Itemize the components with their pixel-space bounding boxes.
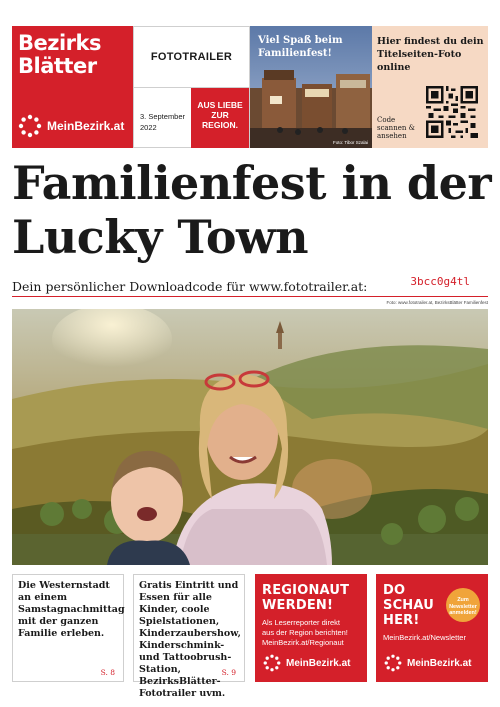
sun-icon xyxy=(18,114,42,138)
slogan-badge: AUS LIEBE ZUR REGION. xyxy=(191,88,249,148)
family-photo xyxy=(12,309,488,565)
newsletter-link: MeinBezirk.at/Newsletter xyxy=(383,633,466,642)
sun-icon xyxy=(384,654,402,672)
qr-title: Hier findest du dein Titelseiten-Foto online xyxy=(377,36,484,73)
logo-title: Bezirks Blätter xyxy=(18,31,101,78)
brand-name: MeinBezirk.at xyxy=(47,119,125,133)
teaser-tile-westernstadt[interactable]: Die Westernstadt an einem Samstagnachmittag mit der ganzen Familie erleben. S. 8 xyxy=(12,574,124,682)
issue-date: 3. September 2022 xyxy=(140,112,186,132)
regionaut-ad[interactable] xyxy=(255,574,367,682)
regionaut-subtitle: Als Leserreporter direkt aus der Region berichten! MeinBezirk.at/Regionaut xyxy=(262,618,348,647)
newsletter-ad[interactable] xyxy=(376,574,488,682)
promo-credit: Foto: Tibor Szalai xyxy=(332,140,368,145)
teaser-tile-program[interactable]: Gratis Eintritt und Essen für alle Kinder, coole Spielstationen, Kinderzaubershow, Kinderschmink- und Tattoobrush-Station, BezirksBlätter-Fototrailer uvm. S. 9 xyxy=(133,574,245,682)
bezirksblaetter-logo[interactable] xyxy=(12,26,133,148)
qr-caption: Code scannen & ansehen xyxy=(377,116,415,140)
qr-promo xyxy=(372,26,488,148)
photo-credit: Foto: www.fototrailer.at, BezirksBlätter Familienfest xyxy=(386,300,488,305)
page-ref: S. 9 xyxy=(221,668,236,677)
promo-text: Viel Spaß beim Familienfest! xyxy=(258,35,343,59)
promo-teaser[interactable] xyxy=(250,26,372,148)
page-headline: Familienfest in der Lucky Town xyxy=(12,156,492,264)
tile-brand: MeinBezirk.at xyxy=(384,654,471,672)
download-code[interactable]: 3bcc0g4tl xyxy=(410,275,470,288)
fototrailer-box xyxy=(133,26,250,148)
sun-icon xyxy=(263,654,281,672)
newsletter-title: DO SCHAU HER! xyxy=(383,583,435,628)
regionaut-title: REGIONAUT WERDEN! xyxy=(262,583,350,613)
download-label: Dein persönlicher Downloadcode für www.fototrailer.at: xyxy=(12,279,368,294)
tile-brand: MeinBezirk.at xyxy=(263,654,350,672)
page-ref: S. 8 xyxy=(100,668,115,677)
masthead xyxy=(12,26,488,148)
download-code-row xyxy=(12,275,488,297)
qr-code-icon[interactable] xyxy=(426,86,478,138)
fototrailer-title: FOTOTRAILER xyxy=(150,51,233,63)
newsletter-badge[interactable]: Zum Newsletter anmelden! xyxy=(446,588,480,622)
logo-brand xyxy=(18,114,124,138)
